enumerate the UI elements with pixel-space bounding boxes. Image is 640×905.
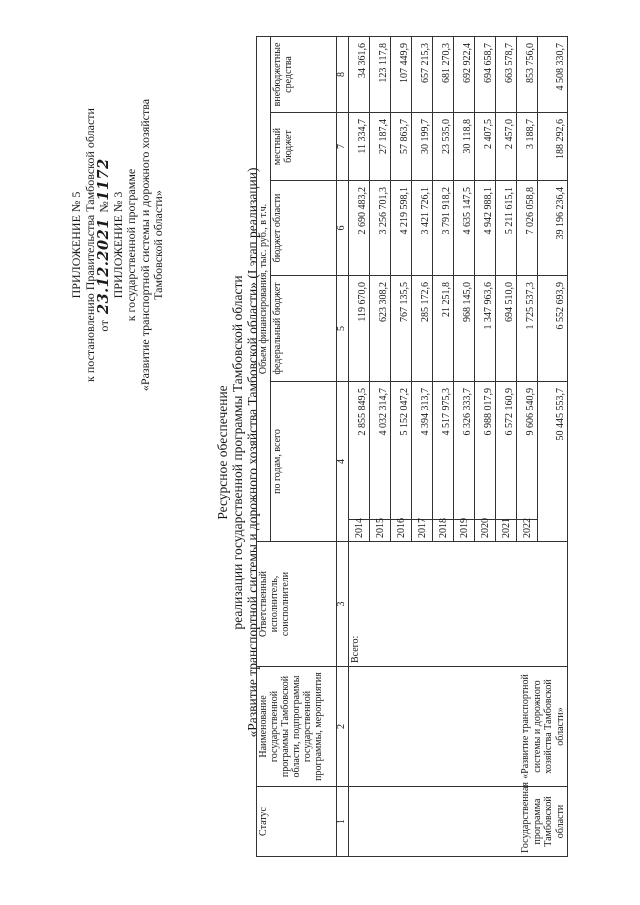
total-value-cell: 4 394 313,7 [412, 382, 433, 520]
year-cell: 2022 [517, 520, 538, 542]
extra-total-cell: 4 508 330,7 [538, 36, 568, 112]
extra-value-cell: 853 756,0 [517, 36, 538, 112]
column-number-row [337, 36, 349, 856]
extra-value-cell: 694 658,7 [475, 36, 496, 112]
local-value-cell: 27 187,4 [370, 113, 391, 181]
responsible-cell: Всего: [349, 542, 568, 667]
extra-value-cell: 123 117,8 [370, 36, 391, 112]
total-value-cell: 4 517 975,3 [433, 382, 454, 520]
date-prefix: от [97, 319, 111, 332]
federal-value-cell: 623 308,2 [370, 276, 391, 382]
decree-reference: к постановлению Правительства Тамбовской области [82, 108, 97, 382]
funding-header: Объем финансирования, тыс. руб., в т.ч. [257, 36, 271, 541]
extra-header: внебюджетные средства [271, 36, 337, 112]
year-cell: 2014 [349, 520, 370, 542]
regional-total-cell: 39 196 236,4 [538, 181, 568, 276]
extra-value-cell: 692 922,4 [454, 36, 475, 112]
col-number: 6 [337, 181, 349, 276]
regional-value-cell: 4 219 598,1 [391, 181, 412, 276]
total-value-cell: 6 572 160,9 [496, 382, 517, 520]
status-cell: Государственная программа Тамбовской области [349, 787, 568, 857]
col-number: 8 [337, 36, 349, 112]
col-number: 2 [337, 667, 349, 787]
program-name-line2: Тамбовской области» [151, 190, 165, 300]
regional-value-cell: 4 942 988,1 [475, 181, 496, 276]
total-value-cell: 5 152 047,2 [391, 382, 412, 520]
local-value-cell: 30 118,8 [454, 113, 475, 181]
title-line-1: Ресурсное обеспечение [215, 385, 230, 520]
appendix-number: ПРИЛОЖЕНИЕ № 5 [69, 191, 83, 299]
federal-value-cell: 285 172,6 [412, 276, 433, 382]
col-number: 1 [337, 787, 349, 857]
responsible-header: Ответственный исполнитель, соисполнители [257, 542, 337, 667]
year-cell: 2017 [412, 520, 433, 542]
extra-value-cell: 107 449,9 [391, 36, 412, 112]
table-row [349, 36, 370, 856]
extra-value-cell: 34 361,6 [349, 36, 370, 112]
year-cell: 2021 [496, 520, 517, 542]
year-cell: 2016 [391, 520, 412, 542]
federal-header: федеральный бюджет [271, 276, 337, 382]
local-value-cell: 57 863,7 [391, 113, 412, 181]
federal-value-cell: 1 347 963,6 [475, 276, 496, 382]
extra-value-cell: 657 215,3 [412, 36, 433, 112]
total-value-cell: 6 988 017,9 [475, 382, 496, 520]
program-name-line1: «Развитие транспортной системы и дорожного хозяйства [137, 98, 152, 392]
federal-value-cell: 767 135,5 [391, 276, 412, 382]
extra-value-cell: 681 270,3 [433, 36, 454, 112]
regional-value-cell: 5 211 615,1 [496, 181, 517, 276]
regional-header: бюджет области [271, 181, 337, 276]
program-reference: к государственной программе [124, 168, 138, 322]
grand-total-cell: 50 445 553,7 [538, 382, 568, 542]
regional-value-cell: 7 026 058,8 [517, 181, 538, 276]
total-years-header: по годам, всего [271, 382, 337, 542]
regional-value-cell: 3 791 918,2 [433, 181, 454, 276]
regional-value-cell: 3 421 726,1 [412, 181, 433, 276]
handwritten-number: 1172 [95, 158, 112, 201]
handwritten-date-number [97, 30, 112, 460]
federal-value-cell: 694 510,0 [496, 276, 517, 382]
regional-value-cell: 3 256 701,3 [370, 181, 391, 276]
federal-value-cell: 119 670,0 [349, 276, 370, 382]
funding-table [256, 36, 568, 857]
regional-value-cell: 4 635 147,5 [454, 181, 475, 276]
federal-value-cell: 21 251,8 [433, 276, 454, 382]
total-value-cell: 9 606 540,9 [517, 382, 538, 520]
federal-value-cell: 968 145,0 [454, 276, 475, 382]
header-row-1 [257, 36, 271, 856]
title-line-2: реализации государственной программы Тамбовской области [230, 275, 245, 630]
local-value-cell: 2 407,5 [475, 113, 496, 181]
total-value-cell: 4 032 314,7 [370, 382, 391, 520]
handwritten-date: 23.12.2021 [95, 218, 112, 315]
federal-total-cell: 6 552 693,9 [538, 276, 568, 382]
local-total-cell: 188 292,6 [538, 113, 568, 181]
year-cell: 2015 [370, 520, 391, 542]
title-line-3: «Развитие транспортной системы и дорожного хозяйства Тамбовской области» (I этап реализации) [245, 167, 260, 738]
year-cell: 2019 [454, 520, 475, 542]
total-value-cell: 2 855 849,5 [349, 382, 370, 520]
appendix-3-label: ПРИЛОЖЕНИЕ № 3 [110, 191, 125, 299]
status-header: Статус [257, 787, 337, 857]
program-name-cell: «Развитие транспортной системы и дорожного хозяйства Тамбовской области» [349, 667, 568, 787]
regional-value-cell: 2 690 483,2 [349, 181, 370, 276]
total-value-cell: 6 326 333,7 [454, 382, 475, 520]
appendix-header [70, 30, 166, 460]
col-number: 3 [337, 542, 349, 667]
col-number: 5 [337, 276, 349, 382]
document-title [215, 0, 260, 905]
number-label: № [97, 200, 111, 213]
year-cell: 2020 [475, 520, 496, 542]
local-value-cell: 11 334,7 [349, 113, 370, 181]
year-cell: 2018 [433, 520, 454, 542]
local-value-cell: 23 535,0 [433, 113, 454, 181]
name-header: Наименование государственной программы Тамбовской области, подпрограммы государственной программы, мероприятия [257, 667, 337, 787]
col-number: 7 [337, 113, 349, 181]
local-value-cell: 3 188,7 [517, 113, 538, 181]
extra-value-cell: 663 578,7 [496, 36, 517, 112]
local-header: местный бюджет [271, 113, 337, 181]
federal-value-cell: 1 725 537,3 [517, 276, 538, 382]
col-number: 4 [337, 382, 349, 542]
local-value-cell: 2 457,0 [496, 113, 517, 181]
local-value-cell: 30 199,7 [412, 113, 433, 181]
